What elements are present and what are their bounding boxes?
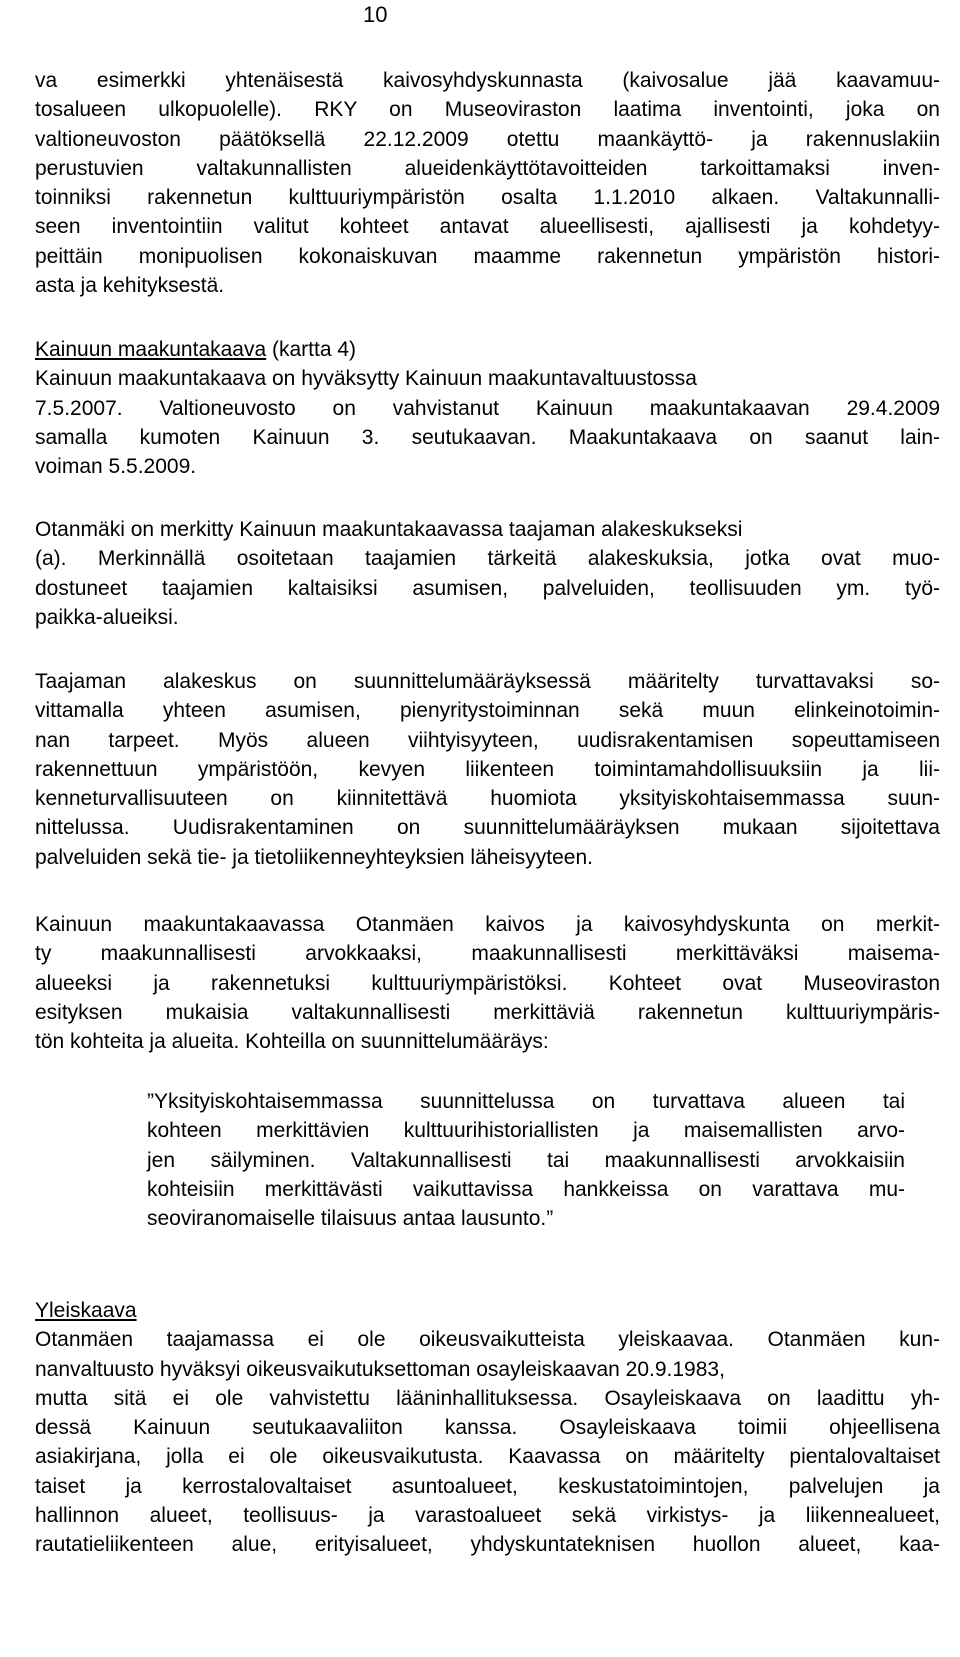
text-line: Otanmäki on merkitty Kainuun maakuntakaavassa taajaman alakeskukseksi [35, 518, 743, 541]
text-line: kenneturvallisuuteen on kiinnitettävä huomiota yksityiskohtaisemmassa suun- [35, 787, 940, 811]
text-line: toinniksi rakennetun kulttuuriympäristön osalta 1.1.2010 alkaen. Valtakunnalli- [35, 186, 940, 210]
page-number: 10 [363, 2, 388, 27]
text-line: taiset ja kerrostalovaltaiset asuntoalueet, keskustatoimintojen, palvelujen ja [35, 1474, 940, 1498]
text-line: rakennettuun ympäristöön, kevyen liikenteen toimintamahdollisuuksiin ja lii- [35, 757, 940, 781]
quote-line: seoviranomaiselle tilaisuus antaa lausunto.” [147, 1207, 554, 1231]
quote-line: ”Yksityiskohtaisemmassa suunnittelussa on turvattava alueen tai [147, 1090, 905, 1113]
section-kainuun-maakuntakaava [35, 335, 940, 481]
paragraph-rky [35, 66, 940, 300]
section-heading-line [35, 1296, 940, 1325]
text-line: rautatieliikenteen alue, erityisalueet, yhdyskuntateknisen huollon alueet, kaa- [35, 1533, 940, 1557]
text-line: tosalueen ulkopuolelle). RKY on Museoviraston laatima inventointi, joka on [35, 98, 940, 122]
text-line: samalla kumoten Kainuun 3. seutukaavan. Maakuntakaava on saanut lain- [35, 425, 940, 449]
paragraph-otanmaki [35, 515, 940, 632]
text-line: vittamalla yhteen asumisen, pienyritystoiminnan sekä muun elinkeinotoimin- [35, 699, 940, 723]
text-line: peittäin monipuolisen kokonaiskuvan maamme rakennetun ympäristön histori- [35, 244, 940, 268]
text-line: asiakirjana, jolla ei ole oikeusvaikutusta. Kaavassa on määritelty pientalovaltaiset [35, 1445, 940, 1469]
text-line: seen inventointiin valitut kohteet antavat alueellisesti, ajallisesti ja kohdetyy- [35, 215, 940, 239]
text-line: voiman 5.5.2009. [35, 455, 197, 479]
text-line: palveluiden sekä tie- ja tietoliikenneyhteyksien läheisyyteen. [35, 845, 593, 869]
text-line: asta ja kehityksestä. [35, 274, 225, 298]
text-line: nanvaltuusto hyväksyi oikeusvaikutuksettoman osayleiskaavan 20.9.1983, [35, 1357, 725, 1381]
text-line: perustuvien valtakunnallisten alueidenkäyttötavoitteiden tarkoittamaksi inven- [35, 156, 940, 180]
section-yleiskaava [35, 1296, 940, 1560]
quote-line: jen säilyminen. Valtakunnallisesti tai maakunnallisesti arvokkaisiin [147, 1148, 905, 1172]
text-line: dostuneet taajamien kaltaisiksi asumisen, palveluiden, teollisuuden ym. työ- [35, 576, 940, 600]
paragraph-kaivos [35, 910, 940, 1056]
text-line: Kainuun maakuntakaava on hyväksytty Kainuun maakuntavaltuustossa [35, 367, 697, 391]
quote-line: kohteisiin merkittävästi vaikuttavissa hankkeissa on varattava mu- [147, 1177, 905, 1201]
section-heading-suffix: (kartta 4) [266, 338, 357, 361]
text-line: tön kohteita ja alueita. Kohteilla on suunnittelumääräys: [35, 1030, 549, 1054]
text-line: dessä Kainuun seutukaavaliiton kanssa. Osayleiskaava toimii ohjeellisena [35, 1416, 940, 1440]
text-line: esityksen mukaisia valtakunnallisesti merkittäviä rakennetun kulttuuriympäris- [35, 1000, 940, 1024]
text-line: (a). Merkinnällä osoitetaan taajamien tärkeitä alakeskuksia, jotka ovat muo- [35, 547, 940, 571]
text-line: hallinnon alueet, teollisuus- ja varastoalueet sekä virkistys- ja liikennealueet, [35, 1504, 940, 1528]
block-quote [147, 1087, 905, 1233]
section-heading-line [35, 335, 940, 364]
text-line: va esimerkki yhtenäisestä kaivosyhdyskunnasta (kaivosalue jää kaavamuu- [35, 69, 940, 92]
text-line: mutta sitä ei ole vahvistettu lääninhallituksessa. Osayleiskaava on laadittu yh- [35, 1386, 940, 1410]
text-line: Kainuun maakuntakaavassa Otanmäen kaivos ja kaivosyhdyskunta on merkit- [35, 913, 940, 936]
quote-line: kohteen merkittävien kulttuurihistoriallisten ja maisemallisten arvo- [147, 1119, 905, 1143]
text-line: Otanmäen taajamassa ei ole oikeusvaikutteista yleiskaavaa. Otanmäen kun- [35, 1328, 940, 1352]
section-heading: Yleiskaava [35, 1299, 137, 1322]
section-heading: Kainuun maakuntakaava [35, 338, 267, 361]
text-line: valtioneuvoston päätöksellä 22.12.2009 otettu maankäyttö- ja rakennuslakiin [35, 127, 940, 151]
text-line: 7.5.2007. Valtioneuvosto on vahvistanut Kainuun maakuntakaavan 29.4.2009 [35, 396, 940, 420]
text-line: nittelussa. Uudisrakentaminen on suunnittelumääräyksen mukaan sijoitettava [35, 816, 940, 840]
text-line: paikka-alueiksi. [35, 605, 179, 629]
paragraph-taajaman-alakeskus [35, 667, 940, 872]
text-line: alueeksi ja rakennetuksi kulttuuriympäristöksi. Kohteet ovat Museoviraston [35, 971, 940, 995]
text-line: nan tarpeet. Myös alueen viihtyisyyteen, uudisrakentamisen sopeuttamiseen [35, 728, 940, 752]
text-line: Taajaman alakeskus on suunnittelumääräyksessä määritelty turvattavaksi so- [35, 670, 940, 693]
text-line: ty maakunnallisesti arvokkaaksi, maakunnallisesti merkittäväksi maisema- [35, 942, 940, 966]
